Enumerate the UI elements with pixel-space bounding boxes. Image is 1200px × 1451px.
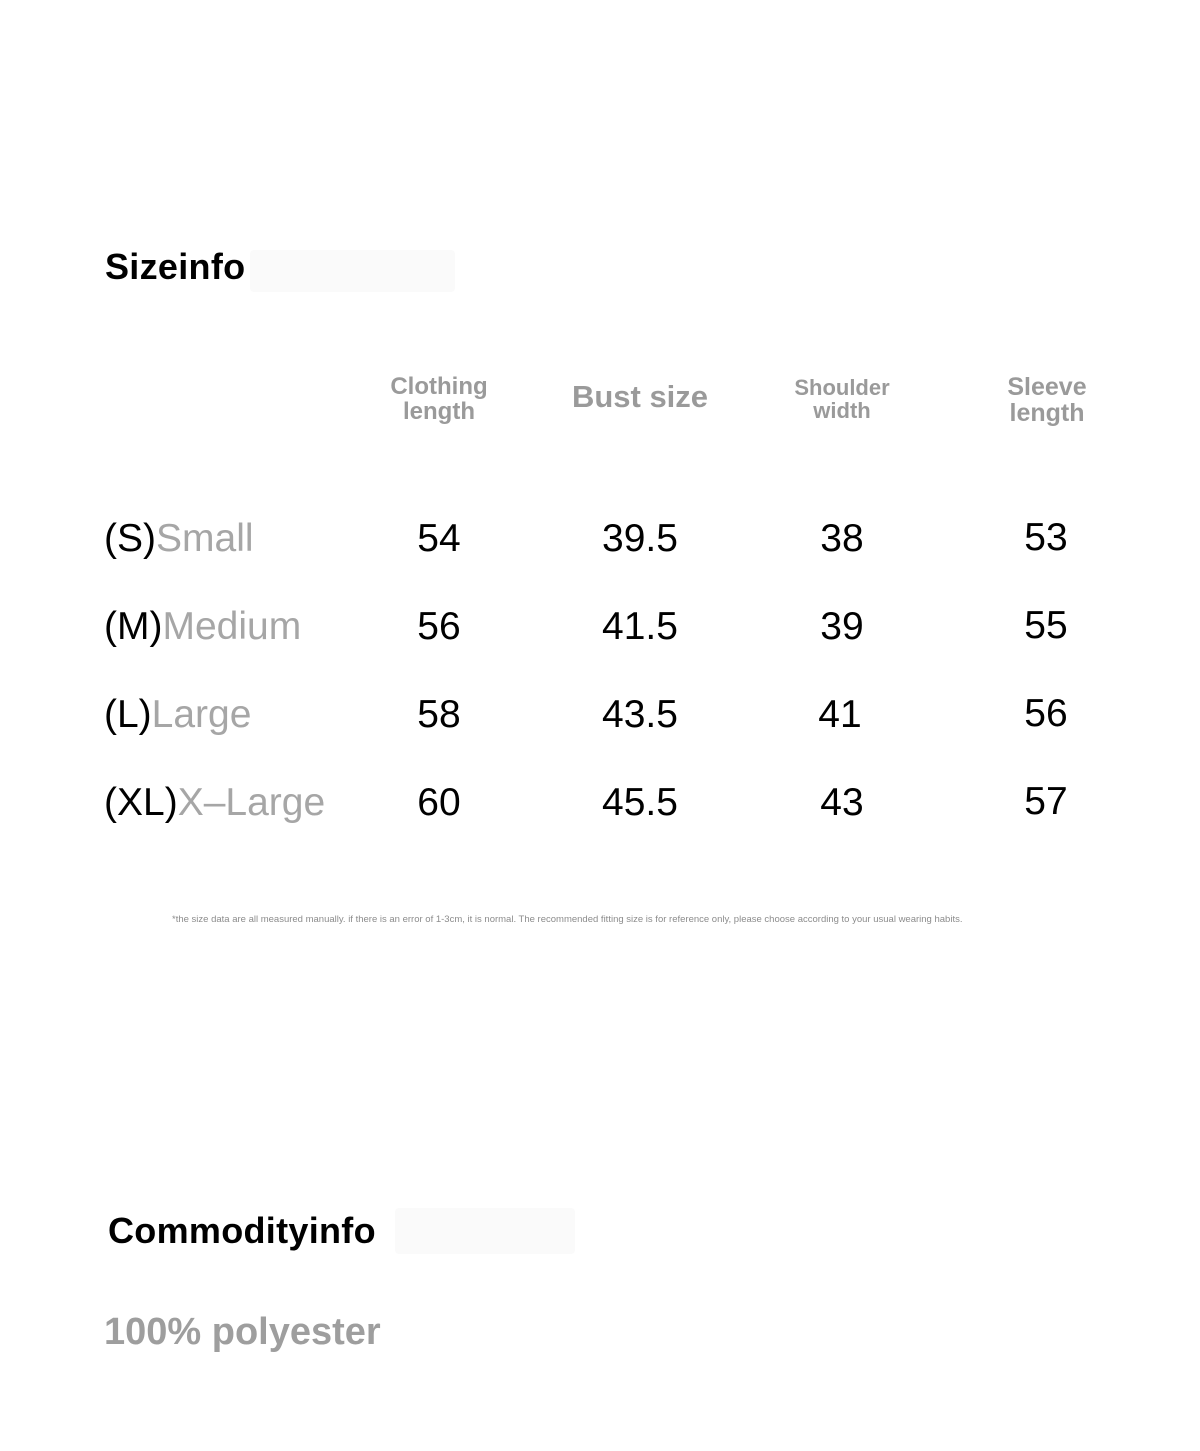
size-row-label-l xyxy=(104,693,251,737)
size-name: Large xyxy=(151,693,252,736)
size-code: (S) xyxy=(104,517,156,560)
column-header-bust-size: Bust size xyxy=(571,379,709,414)
table-cell: 60 xyxy=(417,781,461,824)
size-name: X–Large xyxy=(177,781,326,824)
table-cell: 39.5 xyxy=(602,517,678,560)
table-cell: 43.5 xyxy=(602,693,678,736)
table-cell: 41 xyxy=(818,693,862,736)
size-info-title: Sizeinfo xyxy=(105,246,246,287)
table-cell: 58 xyxy=(417,693,461,736)
size-row-label-m xyxy=(104,605,301,649)
commodity-info-title: Commodityinfo xyxy=(108,1210,376,1251)
size-row-label-s xyxy=(104,517,254,561)
size-code: (M) xyxy=(104,605,163,648)
title-backdrop xyxy=(395,1208,575,1254)
table-cell: 41.5 xyxy=(602,605,678,648)
material-text: 100% polyester xyxy=(104,1311,381,1353)
size-code: (L) xyxy=(104,693,152,736)
size-note: *the size data are all measured manually. if there is an error of 1-3cm, it is normal. The recommended fitting size is for reference only, please choose according to your usual wearing habits. xyxy=(172,914,963,925)
table-cell: 45.5 xyxy=(602,781,678,824)
column-header-clothing-length: Clothing length xyxy=(390,373,488,426)
table-cell: 56 xyxy=(417,605,461,648)
table-cell: 55 xyxy=(1024,604,1068,647)
size-row-label-xl xyxy=(104,781,325,825)
column-header-shoulder-width: Shoulder width xyxy=(794,375,890,424)
title-backdrop xyxy=(250,250,455,292)
table-cell: 43 xyxy=(820,781,864,824)
size-code: (XL) xyxy=(104,781,178,824)
table-cell: 53 xyxy=(1024,516,1068,559)
table-cell: 39 xyxy=(820,605,864,648)
table-cell: 57 xyxy=(1024,780,1068,823)
table-cell: 56 xyxy=(1024,692,1068,735)
size-name: Medium xyxy=(162,605,302,648)
table-cell: 38 xyxy=(820,517,864,560)
column-header-sleeve-length: Sleeve length xyxy=(1007,373,1087,428)
table-cell: 54 xyxy=(417,517,461,560)
size-name: Small xyxy=(156,517,254,560)
